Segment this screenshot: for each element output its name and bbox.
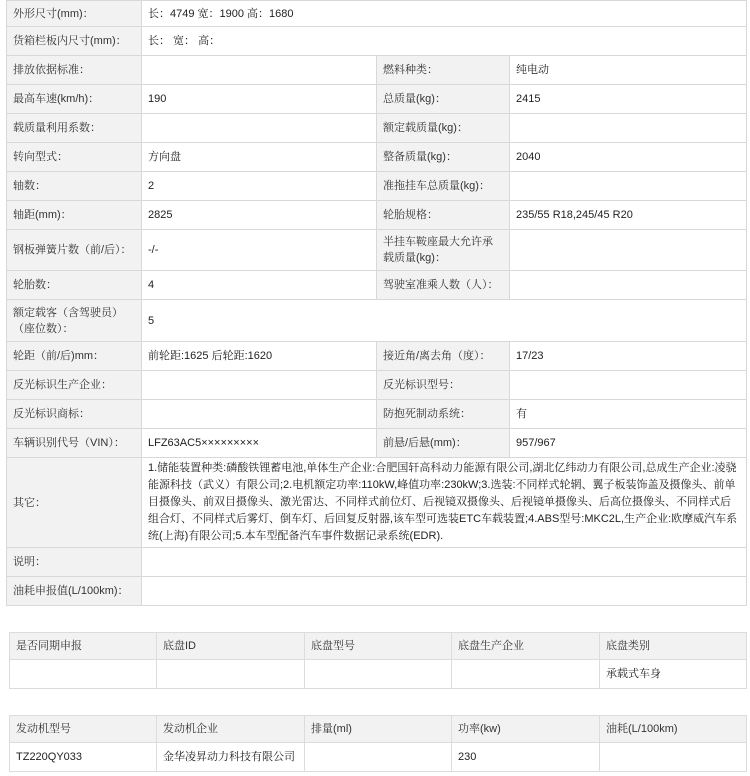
spec-value: 方向盘 xyxy=(142,143,377,172)
spec-value: 纯电动 xyxy=(510,56,747,85)
spec-label: 防抱死制动系统： xyxy=(377,400,510,429)
spec-value xyxy=(142,56,377,85)
table-cell xyxy=(157,660,305,689)
spec-label: 准拖挂车总质量(kg)： xyxy=(377,172,510,201)
spec-value: 4 xyxy=(142,271,377,300)
table-cell: TZ220QY033 xyxy=(10,743,157,772)
table-cell: 金华凌昇动力科技有限公司 xyxy=(157,743,305,772)
spec-row xyxy=(7,172,747,201)
spec-label: 总质量(kg)： xyxy=(377,85,510,114)
table-cell: 承载式车身 xyxy=(600,660,747,689)
spec-label: 排放依据标准： xyxy=(7,56,142,85)
spec-label: 前悬/后悬(mm)： xyxy=(377,429,510,458)
spec-row xyxy=(7,56,747,85)
column-header: 功率(kw) xyxy=(452,716,600,743)
column-header: 底盘类别 xyxy=(600,633,747,660)
table-cell xyxy=(452,660,600,689)
spec-row xyxy=(7,371,747,400)
spec-value: 2040 xyxy=(510,143,747,172)
spec-value xyxy=(510,172,747,201)
chassis-table xyxy=(9,632,747,689)
spec-row-cargo-box xyxy=(7,27,747,56)
table-header-row xyxy=(10,716,747,743)
vehicle-spec-table xyxy=(6,0,747,606)
spec-label: 轮胎规格： xyxy=(377,201,510,230)
spec-value: 957/967 xyxy=(510,429,747,458)
engine-table xyxy=(9,715,747,772)
spec-row xyxy=(7,400,747,429)
spec-value: 17/23 xyxy=(510,342,747,371)
spec-label: 轮胎数： xyxy=(7,271,142,300)
spec-label: 燃料种类： xyxy=(377,56,510,85)
spec-label: 半挂车鞍座最大允许承载质量(kg)： xyxy=(377,230,510,271)
spec-label: 反光标识型号： xyxy=(377,371,510,400)
spec-row xyxy=(7,201,747,230)
table-row xyxy=(10,743,747,772)
table-cell: 230 xyxy=(452,743,600,772)
table-cell xyxy=(600,743,747,772)
spec-label: 转向型式： xyxy=(7,143,142,172)
spec-label: 货箱栏板内尺寸(mm)： xyxy=(7,27,142,56)
table-cell xyxy=(10,660,157,689)
spec-row xyxy=(7,230,747,271)
spec-label: 车辆识别代号（VIN）： xyxy=(7,429,142,458)
spec-label: 额定载质量(kg)： xyxy=(377,114,510,143)
spec-label: 额定载客（含驾驶员）（座位数）： xyxy=(7,300,142,342)
column-header: 发动机企业 xyxy=(157,716,305,743)
spec-label: 轮距（前/后)mm： xyxy=(7,342,142,371)
spec-label: 油耗申报值(L/100km)： xyxy=(7,577,142,606)
spec-value xyxy=(510,114,747,143)
column-header: 底盘型号 xyxy=(305,633,452,660)
column-header: 底盘ID xyxy=(157,633,305,660)
table-cell xyxy=(305,660,452,689)
spec-value xyxy=(142,548,747,577)
spec-value: 5 xyxy=(142,300,747,342)
spec-label: 轴距(mm)： xyxy=(7,201,142,230)
spec-value: 前轮距:1625 后轮距:1620 xyxy=(142,342,377,371)
spec-label: 反光标识商标： xyxy=(7,400,142,429)
spec-value: 2415 xyxy=(510,85,747,114)
spec-value: 长： 宽： 高： xyxy=(142,27,747,56)
spec-row-dimensions xyxy=(7,1,747,27)
spec-label: 钢板弹簧片数（前/后）： xyxy=(7,230,142,271)
spec-label: 说明： xyxy=(7,548,142,577)
spec-value: -/- xyxy=(142,230,377,271)
spec-value xyxy=(510,271,747,300)
spec-value: 长：4749 宽：1900 高：1680 xyxy=(142,1,747,27)
spec-other-text: 1.储能装置种类:磷酸铁锂蓄电池,单体生产企业:合肥国轩高科动力能源有限公司,湖北亿纬动力有限公司,总成生产企业:凌骁能源科技（武义）有限公司;2.电机额定功率:110kW,峰值功率:230kW;3.选装:不同样式轮辋、翼子板装饰盖及摄像头、前单目摄像头、前双目摄像头、激光雷达、不同样式前位灯、后视镜双摄像头、后视镜单摄像头、后高位摄像头、不同样式后组合灯、不同样式后雾灯、倒车灯、后回复反射器,该车型可选装ETC车载装置;4.ABS型号:MKC2L,生产企业:欧摩威汽车系统(上海)有限公司;5.本车型配备汽车事件数据记录系统(EDR). xyxy=(142,458,747,548)
column-header: 排量(ml) xyxy=(305,716,452,743)
spec-label: 整备质量(kg)： xyxy=(377,143,510,172)
spec-value: 2 xyxy=(142,172,377,201)
spec-value: 有 xyxy=(510,400,747,429)
spec-label: 接近角/离去角（度）： xyxy=(377,342,510,371)
spec-row xyxy=(7,271,747,300)
column-header: 底盘生产企业 xyxy=(452,633,600,660)
spec-value xyxy=(142,400,377,429)
spec-row-passengers xyxy=(7,300,747,342)
spec-value xyxy=(142,114,377,143)
spec-label: 反光标识生产企业： xyxy=(7,371,142,400)
spec-value xyxy=(510,230,747,271)
spec-label: 轴数： xyxy=(7,172,142,201)
spec-row xyxy=(7,342,747,371)
spec-row-other xyxy=(7,458,747,548)
spec-row xyxy=(7,85,747,114)
spec-label: 其它： xyxy=(7,458,142,548)
column-header: 油耗(L/100km) xyxy=(600,716,747,743)
spec-value: 190 xyxy=(142,85,377,114)
spec-value xyxy=(510,371,747,400)
column-header: 是否同期申报 xyxy=(10,633,157,660)
spec-value: 2825 xyxy=(142,201,377,230)
spec-row-note xyxy=(7,548,747,577)
spec-label: 最高车速(km/h)： xyxy=(7,85,142,114)
spec-row xyxy=(7,143,747,172)
spec-label: 外形尺寸(mm)： xyxy=(7,1,142,27)
table-cell xyxy=(305,743,452,772)
spec-row xyxy=(7,429,747,458)
table-header-row xyxy=(10,633,747,660)
spec-label: 驾驶室准乘人数（人）： xyxy=(377,271,510,300)
spec-row-fuel xyxy=(7,577,747,606)
spec-value xyxy=(142,577,747,606)
spec-value: LFZ63AC5××××××××× xyxy=(142,429,377,458)
spec-row xyxy=(7,114,747,143)
column-header: 发动机型号 xyxy=(10,716,157,743)
spec-label: 载质量利用系数： xyxy=(7,114,142,143)
spec-value: 235/55 R18,245/45 R20 xyxy=(510,201,747,230)
table-row xyxy=(10,660,747,689)
spec-value xyxy=(142,371,377,400)
